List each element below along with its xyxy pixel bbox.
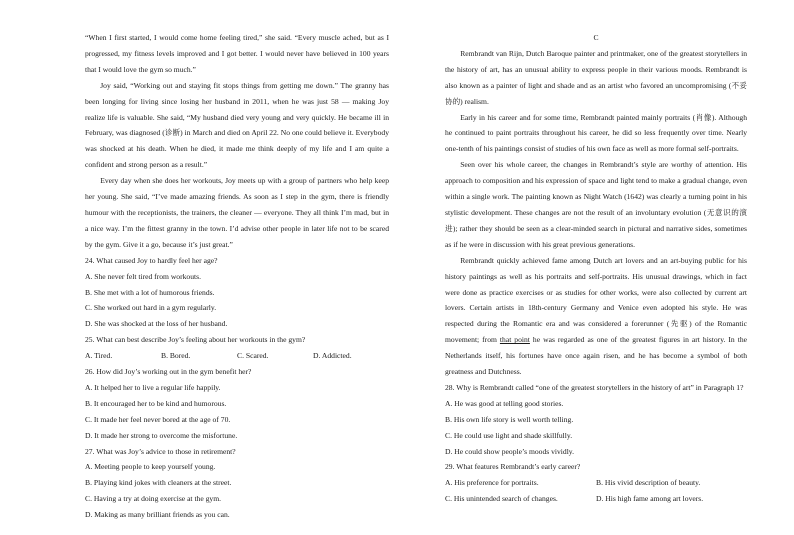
q26-option-c: C. It made her feel never bored at the age of 70. (85, 414, 231, 424)
q29-option-d: D. His high fame among art lovers. (596, 494, 704, 504)
q28-option-d: D. He could show people’s moods vividly. (445, 446, 575, 456)
q26-option-b: B. It encouraged her to be kind and humorous. (85, 398, 227, 408)
passage-c-paragraph: Seen over his whole career, the changes in Rembrandt’s style are worthy of attention. His approach to composition and his expression of space and light tend to make a gradual change, even within a single work. The painting known as Night Watch (1642) was clearly a turning point in his stylistic development. These changes are not the result of an involuntary evolution (无意识的演进); rather they should be seen as a clear-minded search in pictural and narrative sides, sometimes as if he were in discussion with his great previous generations. (445, 160, 747, 249)
q25-options (85, 348, 389, 364)
q26-option-a: A. It helped her to live a regular life happily. (85, 382, 221, 392)
paragraph-text: Rembrandt quickly achieved fame among Dutch art lovers and an art-buying public for his history paintings as well as his portraits and self-portraits. His unusual drawings, which in fact were done as practice exercises or as studies for other works, were also collected by current art lovers. Certain artists in 18th-century Germany and Venice even adopted his style. He was respected during the Romantic era and was considered a forerunner (先驱) of the Romantic movement; from (445, 255, 747, 345)
q27-option-d: D. Making as many brilliant friends as you can. (85, 510, 230, 520)
passage-b-paragraph: “When I first started, I would come home feeling tired,” she said. “Every muscle ached, but as I progressed, my fitness levels improved and I got better. I would never have believed in 100 years that I would love the gym so much.” (85, 33, 389, 74)
paragraph-text: he was regarded as one of the greatest figures in art history. In the Netherlands itself, his fortunes have once again risen, and he has become a symbol of both greatness and Dutchness. (445, 335, 747, 377)
underlined-phrase: that point (499, 335, 530, 345)
q25-option-c: C. Scared. (237, 351, 269, 361)
question-26: 26. How did Joy’s working out in the gym benefit her? (85, 367, 252, 377)
q29-option-c: C. His unintended search of changes. (445, 494, 558, 504)
q24-option-b: B. She met with a lot of humorous friends. (85, 287, 215, 297)
question-27: 27. What was Joy’s advice to those in retirement? (85, 446, 236, 456)
q25-option-a: A. Tired. (85, 351, 113, 361)
q25-option-b: B. Bored. (161, 351, 191, 361)
passage-c-paragraph: Early in his career and for some time, Rembrandt painted mainly portraits (肖像). Although he continued to paint portraits throughout his career, he did so less frequently over time. Nearly one-tenth of his paintings consist of studies of his own face as well as more formal self-portraits. (445, 112, 747, 154)
q28-option-c: C. He could use light and shade skillfully. (445, 430, 573, 440)
q29-option-a: A. His preference for portraits. (445, 478, 539, 488)
q26-option-d: D. It made her strong to overcome the misfortune. (85, 430, 238, 440)
passage-c-paragraph (445, 253, 747, 380)
q27-option-b: B. Playing kind jokes with cleaners at the street. (85, 478, 232, 488)
question-24: 24. What caused Joy to hardly feel her age? (85, 255, 218, 265)
left-column (85, 30, 389, 523)
right-column (445, 30, 747, 507)
q29-options-row (445, 491, 747, 507)
q29-options-row (445, 475, 747, 491)
passage-b-paragraph: Every day when she does her workouts, Joy meets up with a group of partners who help keep her young. She said, “I’ve made amazing friends. As soon as I step in the gym, there is friendly humour with the receptionists, the trainers, the cleaner — everyone. They all think I’m mad, but in a nice way. I’m the fittest granny in the town. I’d advise other people in later life not to be scared by the gym. Give it a go, because it’s just great.” (85, 176, 389, 249)
q25-option-d: D. Addicted. (313, 351, 352, 361)
question-25: 25. What can best describe Joy’s feeling about her workouts in the gym? (85, 335, 306, 345)
passage-b-paragraph: Joy said, “Working out and staying fit stops things from getting me down.” The granny has been longing for living since losing her husband in 2011, when he was just 58 — making Joy realize life is valuable. She said, “My husband died very young and very quickly. He became ill in February, was diagnosed (诊断) in March and died on April 22. No one could believe it. Everybody was shocked at his death. When he died, it made me think deeply of my life and I am quite a confident and strong person as a result.” (85, 80, 389, 170)
q28-option-a: A. He was good at telling good stories. (445, 398, 564, 408)
q29-option-b: B. His vivid description of beauty. (596, 478, 701, 488)
q24-option-a: A. She never felt tired from workouts. (85, 271, 201, 281)
question-28: 28. Why is Rembrandt called “one of the greatest storytellers in the history of art” in Paragraph 1? (445, 382, 744, 392)
q24-option-d: D. She was shocked at the loss of her husband. (85, 319, 228, 329)
passage-c-paragraph: Rembrandt van Rijn, Dutch Baroque painter and printmaker, one of the greatest storytellers in the history of art, has an unusual ability to express people in their various moods. Rembrandt is also known as a painter of light and shade and as an artist who favored an uncompromising (不妥协的) realism. (445, 48, 747, 106)
q28-option-b: B. His own life story is well worth telling. (445, 414, 574, 424)
question-29: 29. What features Rembrandt’s early career? (445, 462, 581, 472)
section-heading: C (593, 33, 599, 42)
q24-option-c: C. She worked out hard in a gym regularly. (85, 303, 217, 313)
q27-option-a: A. Meeting people to keep yourself young. (85, 462, 216, 472)
q27-option-c: C. Having a try at doing exercise at the gym. (85, 494, 222, 504)
